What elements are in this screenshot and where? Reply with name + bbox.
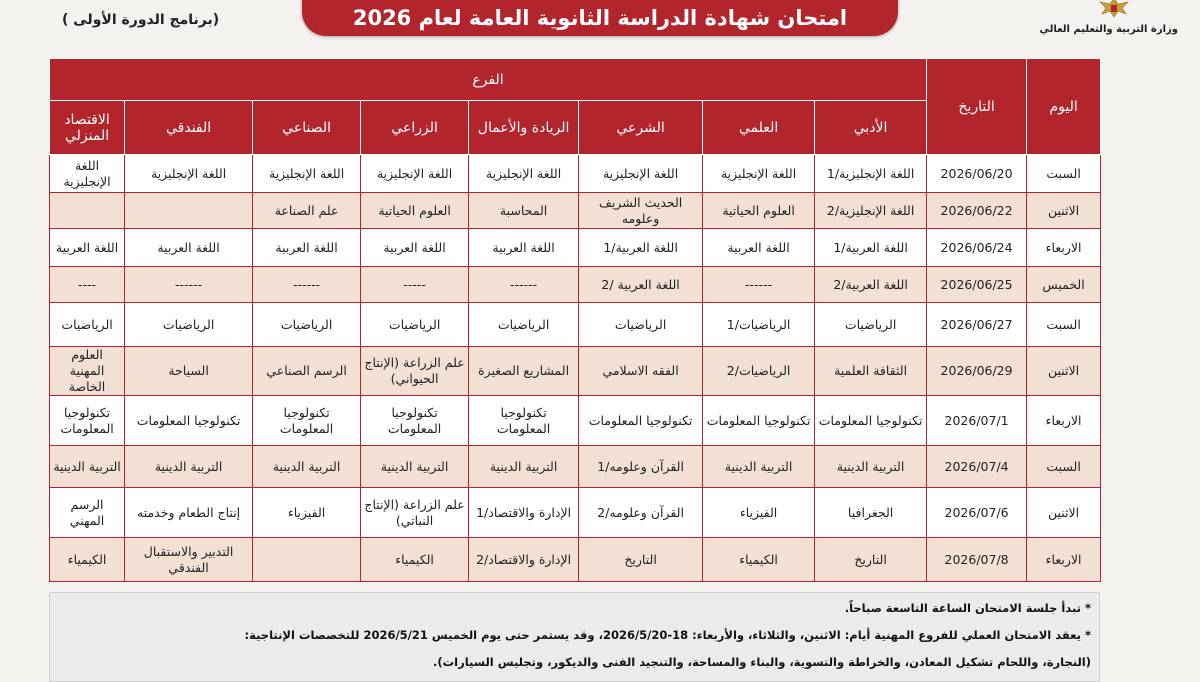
date-cell: 2026/07/4 [927, 446, 1027, 488]
subject-cell: العلوم الحياتية [361, 193, 469, 229]
subject-cell: اللغة العربية [469, 229, 579, 267]
col-header-branch: الفرع [50, 59, 927, 101]
date-cell: 2026/06/22 [927, 193, 1027, 229]
date-cell: 2026/06/25 [927, 267, 1027, 303]
note-practical-exam: * يعقد الامتحان العملي للفروع المهنية أيام: الاثنين، والثلاثاء، والأربعاء: 18-2026/5/20، وقد يستمر حتى يوم الخميس 2026/5/21 للتخصصات الإنتاجية: [244, 628, 1091, 642]
subject-cell: الرياضيات [469, 303, 579, 347]
subject-cell: الرسم الصناعي [253, 347, 361, 396]
col-header-day: اليوم [1027, 59, 1101, 155]
subject-cell: ---- [50, 267, 125, 303]
subject-cell: العلوم المهنية الخاصة [50, 347, 125, 396]
subject-cell: الثقافة العلمية [815, 347, 927, 396]
subject-cell: ----- [361, 267, 469, 303]
subject-cell: اللغة الإنجليزية [579, 155, 703, 193]
branch-header: الريادة والأعمال [469, 101, 579, 155]
subject-cell: الإدارة والاقتصاد/1 [469, 488, 579, 538]
table-row [50, 347, 1101, 396]
branch-header: الزراعي [361, 101, 469, 155]
day-cell: الاربعاء [1027, 538, 1101, 582]
subject-cell: التربية الدينية [125, 446, 253, 488]
title-banner [302, 0, 898, 36]
subject-cell: تكنولوجيا المعلومات [815, 396, 927, 446]
subject-cell [253, 538, 361, 582]
branch-header: الأدبي [815, 101, 927, 155]
table-row [50, 488, 1101, 538]
subject-cell: المحاسبة [469, 193, 579, 229]
exam-schedule-table [49, 58, 1101, 582]
table-row [50, 303, 1101, 347]
subject-cell: الإدارة والاقتصاد/2 [469, 538, 579, 582]
day-cell: الخميس [1027, 267, 1101, 303]
ministry-name: وزارة التربية والتعليم العالي [1039, 24, 1178, 35]
subject-cell: التربية الدينية [815, 446, 927, 488]
date-cell: 2026/06/29 [927, 347, 1027, 396]
subject-cell: اللغة العربية/2 [815, 267, 927, 303]
subject-cell: التربية الدينية [361, 446, 469, 488]
subject-cell: الرياضيات [361, 303, 469, 347]
subject-cell: ------ [703, 267, 815, 303]
subject-cell: الكيمياء [703, 538, 815, 582]
subject-cell: الرسم المهني [50, 488, 125, 538]
subject-cell [50, 193, 125, 229]
subject-cell: ------ [469, 267, 579, 303]
subject-cell: الفيزياء [253, 488, 361, 538]
day-cell: الاربعاء [1027, 396, 1101, 446]
subject-cell: الرياضيات [815, 303, 927, 347]
subject-cell: الرياضيات [579, 303, 703, 347]
date-cell: 2026/07/6 [927, 488, 1027, 538]
subject-cell: اللغة العربية [125, 229, 253, 267]
subject-cell: التربية الدينية [469, 446, 579, 488]
date-cell: 2026/06/20 [927, 155, 1027, 193]
schedule-body [50, 155, 1101, 582]
subject-cell: التربية الدينية [703, 446, 815, 488]
eagle-emblem-icon [1096, 0, 1132, 18]
subject-cell: الجغرافيا [815, 488, 927, 538]
note-specializations: (النجارة، واللحام تشكيل المعادن، والخراطة والتسوية، والبناء والمساحة، والتنجيد الفنى والديكور، وتجليس السيارات). [432, 655, 1091, 669]
subject-cell: تكنولوجيا المعلومات [361, 396, 469, 446]
subject-cell: تكنولوجيا المعلومات [125, 396, 253, 446]
date-cell: 2026/07/8 [927, 538, 1027, 582]
subject-cell [125, 193, 253, 229]
subject-cell: الرياضيات/2 [703, 347, 815, 396]
subject-cell: علم الزراعة (الإنتاج الحيواني) [361, 347, 469, 396]
subject-cell: اللغة العربية/1 [579, 229, 703, 267]
branch-header: الفندقي [125, 101, 253, 155]
subject-cell: اللغة الإنجليزية [50, 155, 125, 193]
date-cell: 2026/06/27 [927, 303, 1027, 347]
date-cell: 2026/06/24 [927, 229, 1027, 267]
subject-cell: التربية الدينية [253, 446, 361, 488]
subject-cell: الفيزياء [703, 488, 815, 538]
branch-header: الشرعي [579, 101, 703, 155]
table-row [50, 229, 1101, 267]
subject-cell: الحديث الشريف وعلومه [579, 193, 703, 229]
notes-box [49, 592, 1100, 682]
note-start-time: * تبدأ جلسة الامتحان الساعة التاسعة صباحاً. [844, 601, 1091, 615]
subject-cell: الكيمياء [361, 538, 469, 582]
subject-cell: اللغة العربية [703, 229, 815, 267]
subject-cell: الرياضيات [125, 303, 253, 347]
subject-cell: اللغة العربية [50, 229, 125, 267]
program-label: (برنامج الدورة الأولى ) [62, 12, 220, 28]
table-row [50, 538, 1101, 582]
subject-cell: علم الزراعة (الإنتاج النباتي) [361, 488, 469, 538]
page-title: امتحان شهادة الدراسة الثانوية العامة لعام 2026 [352, 6, 848, 30]
date-cell: 2026/07/1 [927, 396, 1027, 446]
subject-cell: المشاريع الصغيرة [469, 347, 579, 396]
subject-cell: اللغة العربية [361, 229, 469, 267]
subject-cell: اللغة الإنجليزية [469, 155, 579, 193]
subject-cell: التدبير والاستقبال الفندقي [125, 538, 253, 582]
branch-header: العلمي [703, 101, 815, 155]
day-cell: الاربعاء [1027, 229, 1101, 267]
subject-cell: الكيمياء [50, 538, 125, 582]
table-row [50, 155, 1101, 193]
table-row [50, 446, 1101, 488]
day-cell: السبت [1027, 303, 1101, 347]
subject-cell: ------ [253, 267, 361, 303]
day-cell: الاثنين [1027, 193, 1101, 229]
subject-cell: اللغة الإنجليزية/2 [815, 193, 927, 229]
subject-cell: اللغة العربية /2 [579, 267, 703, 303]
subject-cell: علم الصناعة [253, 193, 361, 229]
subject-cell: الرياضيات [253, 303, 361, 347]
subject-cell: الرياضيات [50, 303, 125, 347]
ministry-logo [1038, 0, 1178, 42]
subject-cell: تكنولوجيا المعلومات [579, 396, 703, 446]
subject-cell: الفقه الاسلامي [579, 347, 703, 396]
day-cell: الاثنين [1027, 347, 1101, 396]
subject-cell: التاريخ [815, 538, 927, 582]
table-row [50, 267, 1101, 303]
subject-cell: اللغة الإنجليزية [703, 155, 815, 193]
subject-cell: القرآن وعلومه/1 [579, 446, 703, 488]
subject-cell: تكنولوجيا المعلومات [253, 396, 361, 446]
subject-cell: اللغة الإنجليزية [125, 155, 253, 193]
subject-cell: اللغة الإنجليزية/1 [815, 155, 927, 193]
subject-cell: اللغة العربية [253, 229, 361, 267]
branch-header: الاقتصاد المنزلي [50, 101, 125, 155]
subject-cell: القرآن وعلومه/2 [579, 488, 703, 538]
subject-cell: اللغة الإنجليزية [253, 155, 361, 193]
subject-cell: إنتاج الطعام وخدمته [125, 488, 253, 538]
day-cell: الاثنين [1027, 488, 1101, 538]
header-row [50, 59, 1101, 101]
subject-cell: اللغة الإنجليزية [361, 155, 469, 193]
subject-cell: السياحة [125, 347, 253, 396]
table-row [50, 396, 1101, 446]
subject-cell: اللغة العربية/1 [815, 229, 927, 267]
day-cell: السبت [1027, 155, 1101, 193]
col-header-date: التاريخ [927, 59, 1027, 155]
subject-cell: التاريخ [579, 538, 703, 582]
table-row [50, 193, 1101, 229]
subject-cell: تكنولوجيا المعلومات [469, 396, 579, 446]
subject-cell: ------ [125, 267, 253, 303]
subject-cell: تكنولوجيا المعلومات [703, 396, 815, 446]
subject-cell: تكنولوجيا المعلومات [50, 396, 125, 446]
subject-cell: الرياضيات/1 [703, 303, 815, 347]
subject-cell: التربية الدينية [50, 446, 125, 488]
subject-cell: العلوم الحياتية [703, 193, 815, 229]
branch-header: الصناعي [253, 101, 361, 155]
day-cell: السبت [1027, 446, 1101, 488]
